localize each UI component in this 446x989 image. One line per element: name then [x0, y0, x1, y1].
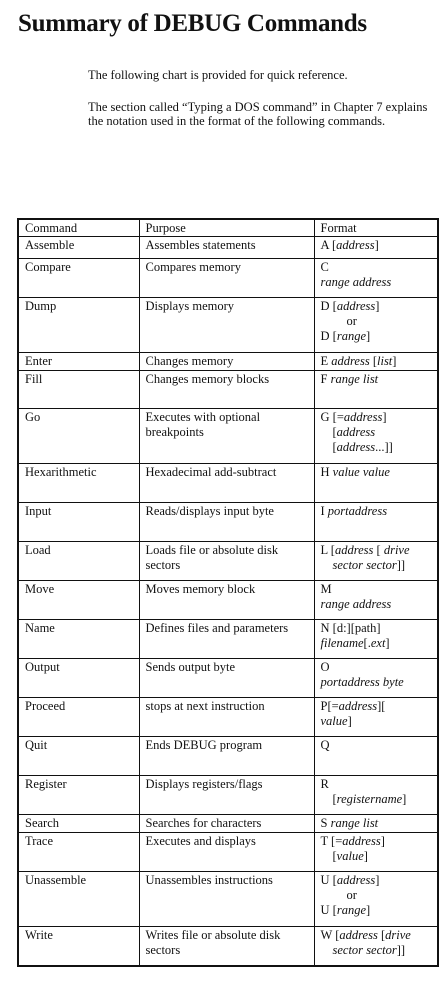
format-line: or — [346, 888, 357, 902]
purpose-cell: Searches for characters — [139, 815, 314, 833]
format-cell — [314, 464, 438, 503]
table-row — [18, 815, 438, 833]
purpose-cell: Defines files and parameters — [139, 620, 314, 659]
format-line: O — [320, 660, 330, 674]
purpose-cell: Moves memory block — [139, 581, 314, 620]
purpose-cell: Compares memory — [139, 259, 314, 298]
format-line: N [d:][path] — [320, 621, 381, 635]
format-line: U [range] — [320, 903, 371, 917]
command-cell: Trace — [18, 833, 139, 872]
command-cell: Output — [18, 659, 139, 698]
purpose-cell: Displays memory — [139, 298, 314, 353]
format-cell — [314, 698, 438, 737]
format-cell — [314, 237, 438, 259]
purpose-cell: Assembles statements — [139, 237, 314, 259]
purpose-cell: Unassembles instructions — [139, 872, 314, 927]
format-line: [address — [332, 425, 376, 439]
format-cell — [314, 259, 438, 298]
command-cell: Register — [18, 776, 139, 815]
format-line: E address [list] — [320, 354, 397, 368]
debug-commands-table — [17, 218, 439, 967]
command-cell: Proceed — [18, 698, 139, 737]
format-line: T [=address] — [320, 834, 385, 848]
format-line: F range list — [320, 372, 379, 386]
format-cell — [314, 353, 438, 371]
format-line: range address — [320, 275, 392, 289]
table-row — [18, 927, 438, 966]
format-cell — [314, 815, 438, 833]
format-line: W [address [drive — [320, 928, 411, 942]
page-title: Summary of DEBUG Commands — [18, 10, 367, 37]
format-cell — [314, 409, 438, 464]
table-row — [18, 872, 438, 927]
command-cell: Hexarithmetic — [18, 464, 139, 503]
purpose-cell: Loads file or absolute disk sectors — [139, 542, 314, 581]
purpose-cell: Sends output byte — [139, 659, 314, 698]
purpose-cell: Changes memory — [139, 353, 314, 371]
format-cell — [314, 737, 438, 776]
purpose-cell: Executes with optional breakpoints — [139, 409, 314, 464]
format-cell — [314, 927, 438, 966]
table-row — [18, 298, 438, 353]
purpose-cell: Displays registers/flags — [139, 776, 314, 815]
command-cell: Input — [18, 503, 139, 542]
format-cell — [314, 776, 438, 815]
table-row — [18, 409, 438, 464]
purpose-cell: stops at next instruction — [139, 698, 314, 737]
format-line: I portaddress — [320, 504, 388, 518]
format-line: sector sector]] — [332, 943, 406, 957]
format-line: D [range] — [320, 329, 371, 343]
table-body — [18, 237, 438, 966]
table-row — [18, 353, 438, 371]
command-cell: Enter — [18, 353, 139, 371]
format-cell — [314, 298, 438, 353]
table-row — [18, 464, 438, 503]
command-cell: Load — [18, 542, 139, 581]
purpose-cell: Ends DEBUG program — [139, 737, 314, 776]
format-line: D [address] — [320, 299, 380, 313]
purpose-cell: Writes file or absolute disk sectors — [139, 927, 314, 966]
table-row — [18, 698, 438, 737]
header-purpose: Purpose — [139, 219, 314, 237]
format-line: P[=address][ — [320, 699, 386, 713]
format-line: [value] — [332, 849, 368, 863]
format-line: R — [320, 777, 329, 791]
command-cell: Move — [18, 581, 139, 620]
command-cell: Assemble — [18, 237, 139, 259]
format-cell — [314, 872, 438, 927]
table-row — [18, 581, 438, 620]
purpose-cell: Changes memory blocks — [139, 371, 314, 409]
command-cell: Name — [18, 620, 139, 659]
format-line: filename[.ext] — [320, 636, 390, 650]
format-cell — [314, 371, 438, 409]
format-line: Q — [320, 738, 330, 752]
table-row — [18, 542, 438, 581]
format-cell — [314, 833, 438, 872]
purpose-cell: Reads/displays input byte — [139, 503, 314, 542]
intro-paragraph-2: The section called “Typing a DOS command” in Chapter 7 explains the notation used in the format of the following commands. — [88, 100, 428, 128]
format-line: M — [320, 582, 332, 596]
command-cell: Go — [18, 409, 139, 464]
header-format: Format — [314, 219, 438, 237]
format-line: [registername] — [332, 792, 407, 806]
purpose-cell: Executes and displays — [139, 833, 314, 872]
table-row — [18, 237, 438, 259]
command-cell: Quit — [18, 737, 139, 776]
table-row — [18, 659, 438, 698]
format-line: or — [346, 314, 357, 328]
command-cell: Unassemble — [18, 872, 139, 927]
format-line: G [=address] — [320, 410, 387, 424]
format-cell — [314, 659, 438, 698]
format-line: U [address] — [320, 873, 380, 887]
format-line: sector sector]] — [332, 558, 406, 572]
table-row — [18, 259, 438, 298]
format-cell — [314, 581, 438, 620]
table-row — [18, 503, 438, 542]
command-cell: Dump — [18, 298, 139, 353]
table-header-row — [18, 219, 438, 237]
format-line: S range list — [320, 816, 379, 830]
purpose-cell: Hexadecimal add-subtract — [139, 464, 314, 503]
table-row — [18, 737, 438, 776]
intro-paragraph-1: The following chart is provided for quick reference. — [88, 68, 348, 82]
table-row — [18, 371, 438, 409]
format-cell — [314, 620, 438, 659]
format-line: H value value — [320, 465, 390, 479]
format-cell — [314, 503, 438, 542]
format-line: A [address] — [320, 238, 379, 252]
command-cell: Compare — [18, 259, 139, 298]
format-line: C — [320, 260, 329, 274]
format-line: range address — [320, 597, 392, 611]
format-line: L [address [ drive — [320, 543, 410, 557]
header-command: Command — [18, 219, 139, 237]
command-cell: Write — [18, 927, 139, 966]
format-line: [address...]] — [332, 440, 393, 454]
command-cell: Search — [18, 815, 139, 833]
format-cell — [314, 542, 438, 581]
format-line: portaddress byte — [320, 675, 404, 689]
table-row — [18, 833, 438, 872]
table-row — [18, 776, 438, 815]
command-cell: Fill — [18, 371, 139, 409]
format-line: value] — [320, 714, 352, 728]
table-row — [18, 620, 438, 659]
